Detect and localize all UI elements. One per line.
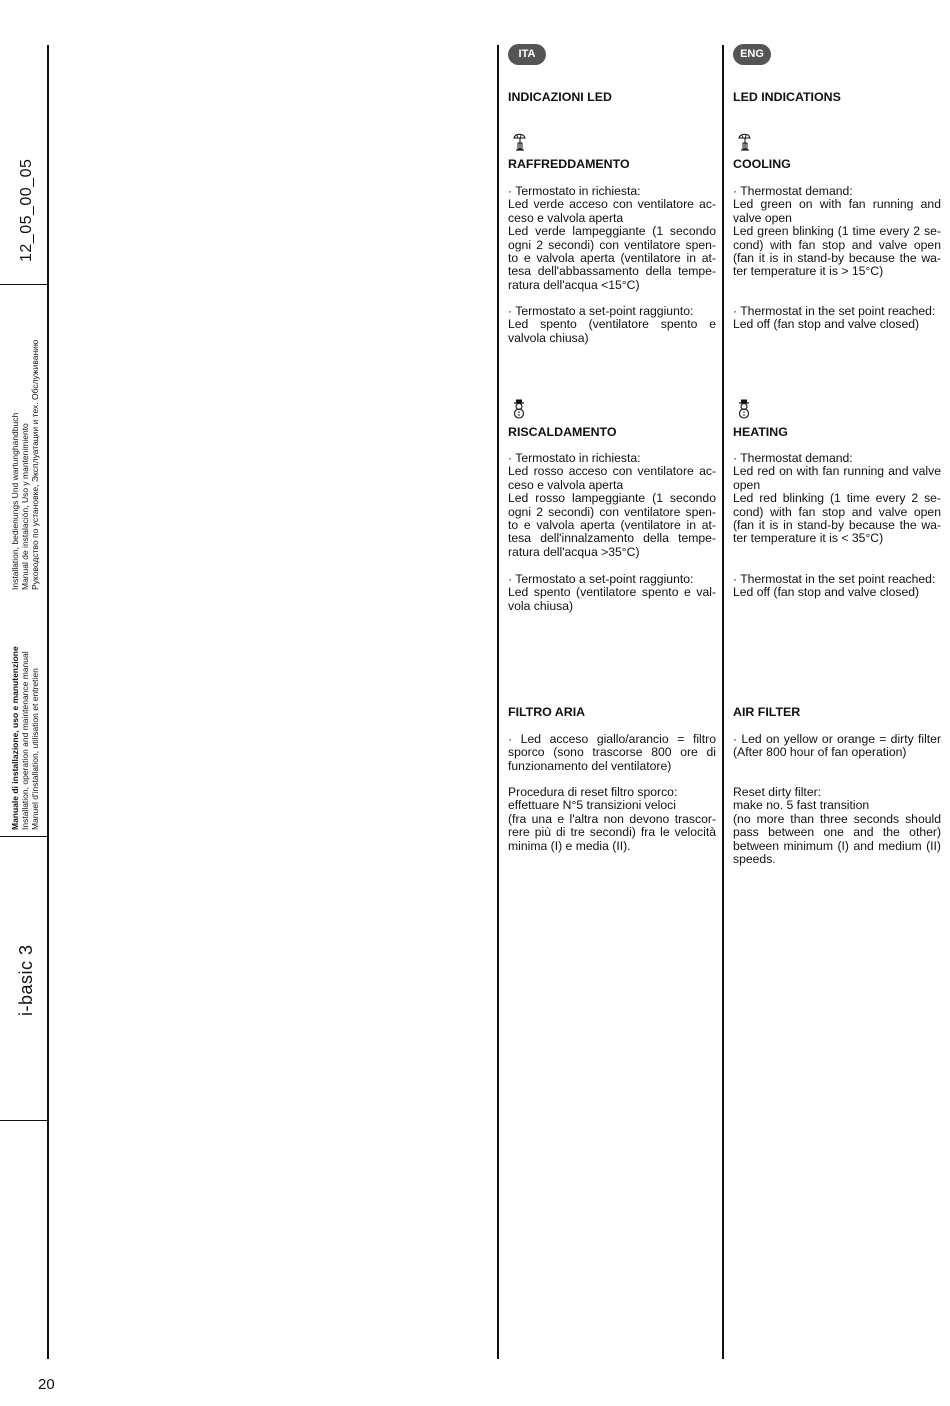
cooling-icon: [737, 132, 753, 152]
filter-reset-text: [733, 786, 941, 866]
cooling-demand-para: · Thermostat demand: Led green on with fan running and valve open Led green blinking (1 time every 2 se-cond) with fan stop and valve open (fan it is in stand-by because the wa-ter temperature it is > 15°C): [733, 184, 941, 279]
filter-reset-para: Reset dirty filter: make no. 5 fast transition (no more than three seconds should pass between one and the other) between minimum (I) and medium (II) speeds.: [733, 785, 941, 867]
section-title: INDICAZIONI LED: [508, 90, 612, 104]
filter-status-para: · Led on yellow or orange = dirty filter (After 800 hour of fan operation): [733, 732, 941, 760]
filter-reset-text: [508, 786, 716, 853]
heating-icon: [736, 399, 752, 419]
filter-heading: FILTRO ARIA: [508, 705, 586, 719]
filter-status-para: · Led acceso giallo/arancio = filtro sporco (sono trascorse 800 ore di funzionamento del ventilatore): [508, 732, 716, 773]
cooling-demand-para: · Termostato in richiesta: Led verde acceso con ventilatore ac-ceso e valvola aperta Led verde lampeggiante (1 secondo ogni 2 secondi) con ventilatore spen-to e valvola aperta (ventilatore in at-tesa dell'abbassamento della tempe-ratura dell'acqua <15°C): [508, 184, 716, 292]
cooling-setpoint-para: · Termostato a set-point raggiunto: Led spento (ventilatore spento e valvola chiusa): [508, 304, 716, 345]
sidebar-divider: [0, 1120, 48, 1121]
cooling-demand-text: [508, 185, 716, 292]
heating-icon: [511, 399, 527, 419]
cooling-heading: RAFFREDDAMENTO: [508, 157, 630, 171]
heating-setpoint-para: · Thermostat in the set point reached: Led off (fan stop and valve closed): [733, 572, 936, 600]
cooling-setpoint-para: · Thermostat in the set point reached: Led off (fan stop and valve closed): [733, 304, 936, 332]
page-number: 20: [38, 1376, 55, 1393]
cooling-demand-text: [733, 185, 941, 279]
language-badge-ita: ITA: [508, 44, 546, 65]
document-code: 12_05_00_05: [18, 158, 35, 262]
filter-reset-para: Procedura di reset filtro sporco: effettuare N°5 transizioni veloci (fra una e l'altra non devono trascor-rere più di tre secondi) fra le velocità minima (I) e media (II).: [508, 785, 716, 853]
sidebar-divider: [0, 836, 48, 837]
heating-demand-para: · Termostato in richiesta: Led rosso acceso con ventilatore ac-ceso e valvola aperta Led rosso lampeggiante (1 secondo ogni 2 secondi) con ventilatore spen-to e valvola aperta (ventilatore in at-tesa dell'innalzamento della tempe-ratura dell'acqua >35°C): [508, 451, 716, 559]
heating-demand-para: · Thermostat demand: Led red on with fan running and valve open Led red blinking (1 time every 2 se-cond) with fan stop and valve open (fan it is in stand-by because the wa-ter temperature it is < 35°C): [733, 451, 941, 546]
column-rule-ita: [497, 45, 499, 1359]
manual-title-it: Manuale di installazione, uso e manutenzione: [10, 646, 20, 830]
product-name: i-basic 3: [16, 944, 36, 1016]
cooling-icon: [512, 132, 528, 152]
heating-demand-text: [733, 452, 941, 546]
cooling-heading: COOLING: [733, 157, 791, 171]
manual-title-ru: Руководство по установке, Эксплуатации и тех. Обслуживанию: [29, 339, 40, 590]
filter-heading: AIR FILTER: [733, 705, 801, 719]
section-title: LED INDICATIONS: [733, 90, 841, 104]
sidebar-rule: [47, 45, 49, 1359]
sidebar-divider: [0, 284, 48, 285]
manual-title-group-b: [11, 646, 40, 830]
manual-title-en: Installation, operation and maintenance manual: [19, 651, 30, 830]
filter-status-text: [508, 733, 716, 773]
heating-demand-text: [508, 452, 716, 559]
heating-setpoint-text: [733, 573, 941, 600]
cooling-setpoint-text: [508, 305, 716, 345]
manual-title-fr: Manuel d'installation, utilisation et entretien: [29, 668, 40, 830]
manual-title-es: Manual de instalación, Uso y mantenimiento: [19, 423, 30, 590]
heating-setpoint-para: · Termostato a set-point raggiunto: Led spento (ventilatore spento e val-vola chiusa): [508, 572, 716, 613]
filter-status-text: [733, 733, 941, 760]
cooling-setpoint-text: [733, 305, 941, 332]
heating-heading: HEATING: [733, 425, 788, 439]
heating-heading: RISCALDAMENTO: [508, 425, 617, 439]
language-badge-eng: ENG: [733, 44, 771, 65]
heating-setpoint-text: [508, 573, 716, 613]
column-rule-eng: [722, 45, 724, 1359]
manual-title-de: Installation, bedienungs Und wartunghandbuch: [10, 412, 20, 590]
manual-title-group-a: [11, 340, 40, 590]
